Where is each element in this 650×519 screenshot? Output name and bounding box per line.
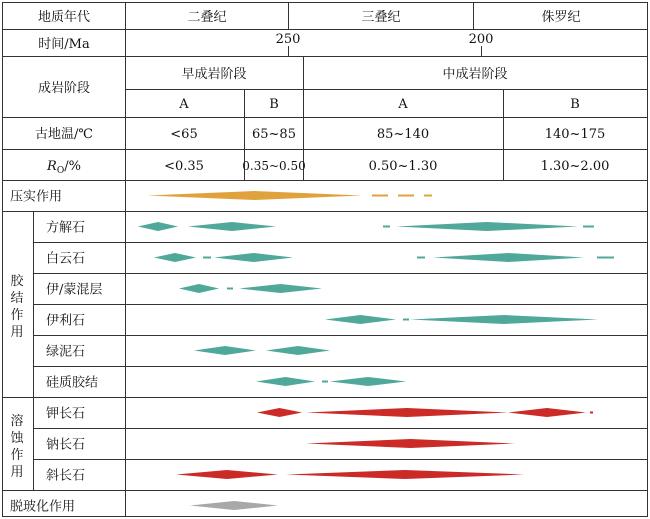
ro-middle-a: 0.50~1.30 [368, 159, 438, 174]
process-label-5: 绿泥石 [46, 344, 86, 360]
process-2-diamond-0 [154, 253, 196, 262]
stage-middle: 中成岩阶段 [442, 67, 508, 82]
time-tick-250: 250 [275, 32, 301, 47]
group-cement-char-1: 胶 [10, 274, 24, 289]
group-cement-char-2: 结 [10, 291, 24, 306]
paleotemp-early-a: <65 [170, 127, 198, 142]
stage-middle-b: B [570, 97, 580, 112]
process-3-diamond-2 [239, 284, 322, 293]
process-label-3: 伊/蒙混层 [46, 282, 103, 298]
process-2-diamond-2 [214, 253, 293, 262]
ro-early-b: 0.35~0.50 [242, 159, 306, 173]
stage-early-a: A [179, 97, 189, 112]
era-label: 地质年代 [37, 10, 91, 25]
paleotemp-middle-a: 85~140 [376, 127, 430, 142]
ro-label [46, 159, 81, 176]
process-3-diamond-0 [179, 284, 219, 293]
process-5-diamond-0 [194, 346, 256, 355]
process-4-diamond-0 [325, 315, 396, 324]
process-label-2: 白云石 [46, 251, 86, 267]
ro-label-sub: O [56, 166, 65, 176]
process-6-diamond-0 [256, 377, 315, 386]
process-6-diamond-2 [330, 377, 406, 386]
process-1-diamond-3 [396, 222, 578, 231]
process-9-diamond-1 [286, 470, 524, 479]
stage-early-b: B [269, 97, 279, 112]
process-8-diamond-0 [306, 439, 515, 448]
process-label-0: 压实作用 [10, 189, 63, 205]
period-triassic: 三叠纪 [361, 10, 401, 25]
table-grid [3, 3, 648, 517]
process-2-diamond-4 [433, 253, 584, 262]
period-permian: 二叠纪 [187, 10, 227, 25]
process-1-diamond-1 [188, 222, 276, 231]
group-dissolution-char-1: 溶 [10, 414, 24, 429]
group-cement-char-4: 用 [10, 325, 24, 340]
period-jurassic: 侏罗纪 [541, 10, 581, 25]
paleotemp-label: 古地温/℃ [35, 127, 93, 142]
process-1-diamond-0 [138, 222, 178, 231]
group-dissolution-char-2: 蚀 [10, 431, 24, 446]
ro-middle-b: 1.30~2.00 [540, 159, 610, 174]
process-5-diamond-1 [266, 346, 330, 355]
process-label-1: 方解石 [46, 220, 86, 236]
process-label-4: 伊利石 [46, 313, 86, 329]
group-cement-char-3: 作 [10, 308, 24, 323]
process-10-diamond-0 [190, 501, 278, 510]
process-label-9: 斜长石 [46, 468, 86, 484]
process-4-diamond-2 [410, 315, 598, 324]
group-dissolution-char-4: 用 [10, 465, 24, 480]
process-label-7: 钾长石 [46, 406, 86, 422]
process-7-diamond-0 [257, 408, 302, 417]
time-tick-200: 200 [468, 32, 494, 47]
stage-label: 成岩阶段 [37, 81, 91, 96]
process-9-diamond-0 [176, 470, 278, 479]
group-dissolution-char-3: 作 [10, 448, 24, 463]
ro-early-a: <0.35 [164, 159, 204, 174]
paleotemp-middle-b: 140~175 [544, 127, 606, 142]
process-7-diamond-2 [508, 408, 586, 417]
process-7-diamond-1 [306, 408, 508, 417]
ro-label-unit: /% [64, 159, 81, 174]
process-label-6: 硅质胶结 [46, 375, 99, 391]
process-0-diamond-0 [147, 191, 362, 200]
paleotemp-early-b: 65~85 [252, 127, 296, 142]
stage-middle-a: A [398, 97, 408, 112]
time-ticks [289, 46, 482, 56]
outer-border [3, 3, 648, 517]
process-label-10: 脱玻化作用 [10, 499, 76, 515]
ro-label-main: R [47, 159, 57, 174]
stage-early: 早成岩阶段 [181, 67, 247, 82]
time-label: 时间/Ma [38, 37, 90, 52]
process-label-8: 钠长石 [46, 437, 86, 453]
